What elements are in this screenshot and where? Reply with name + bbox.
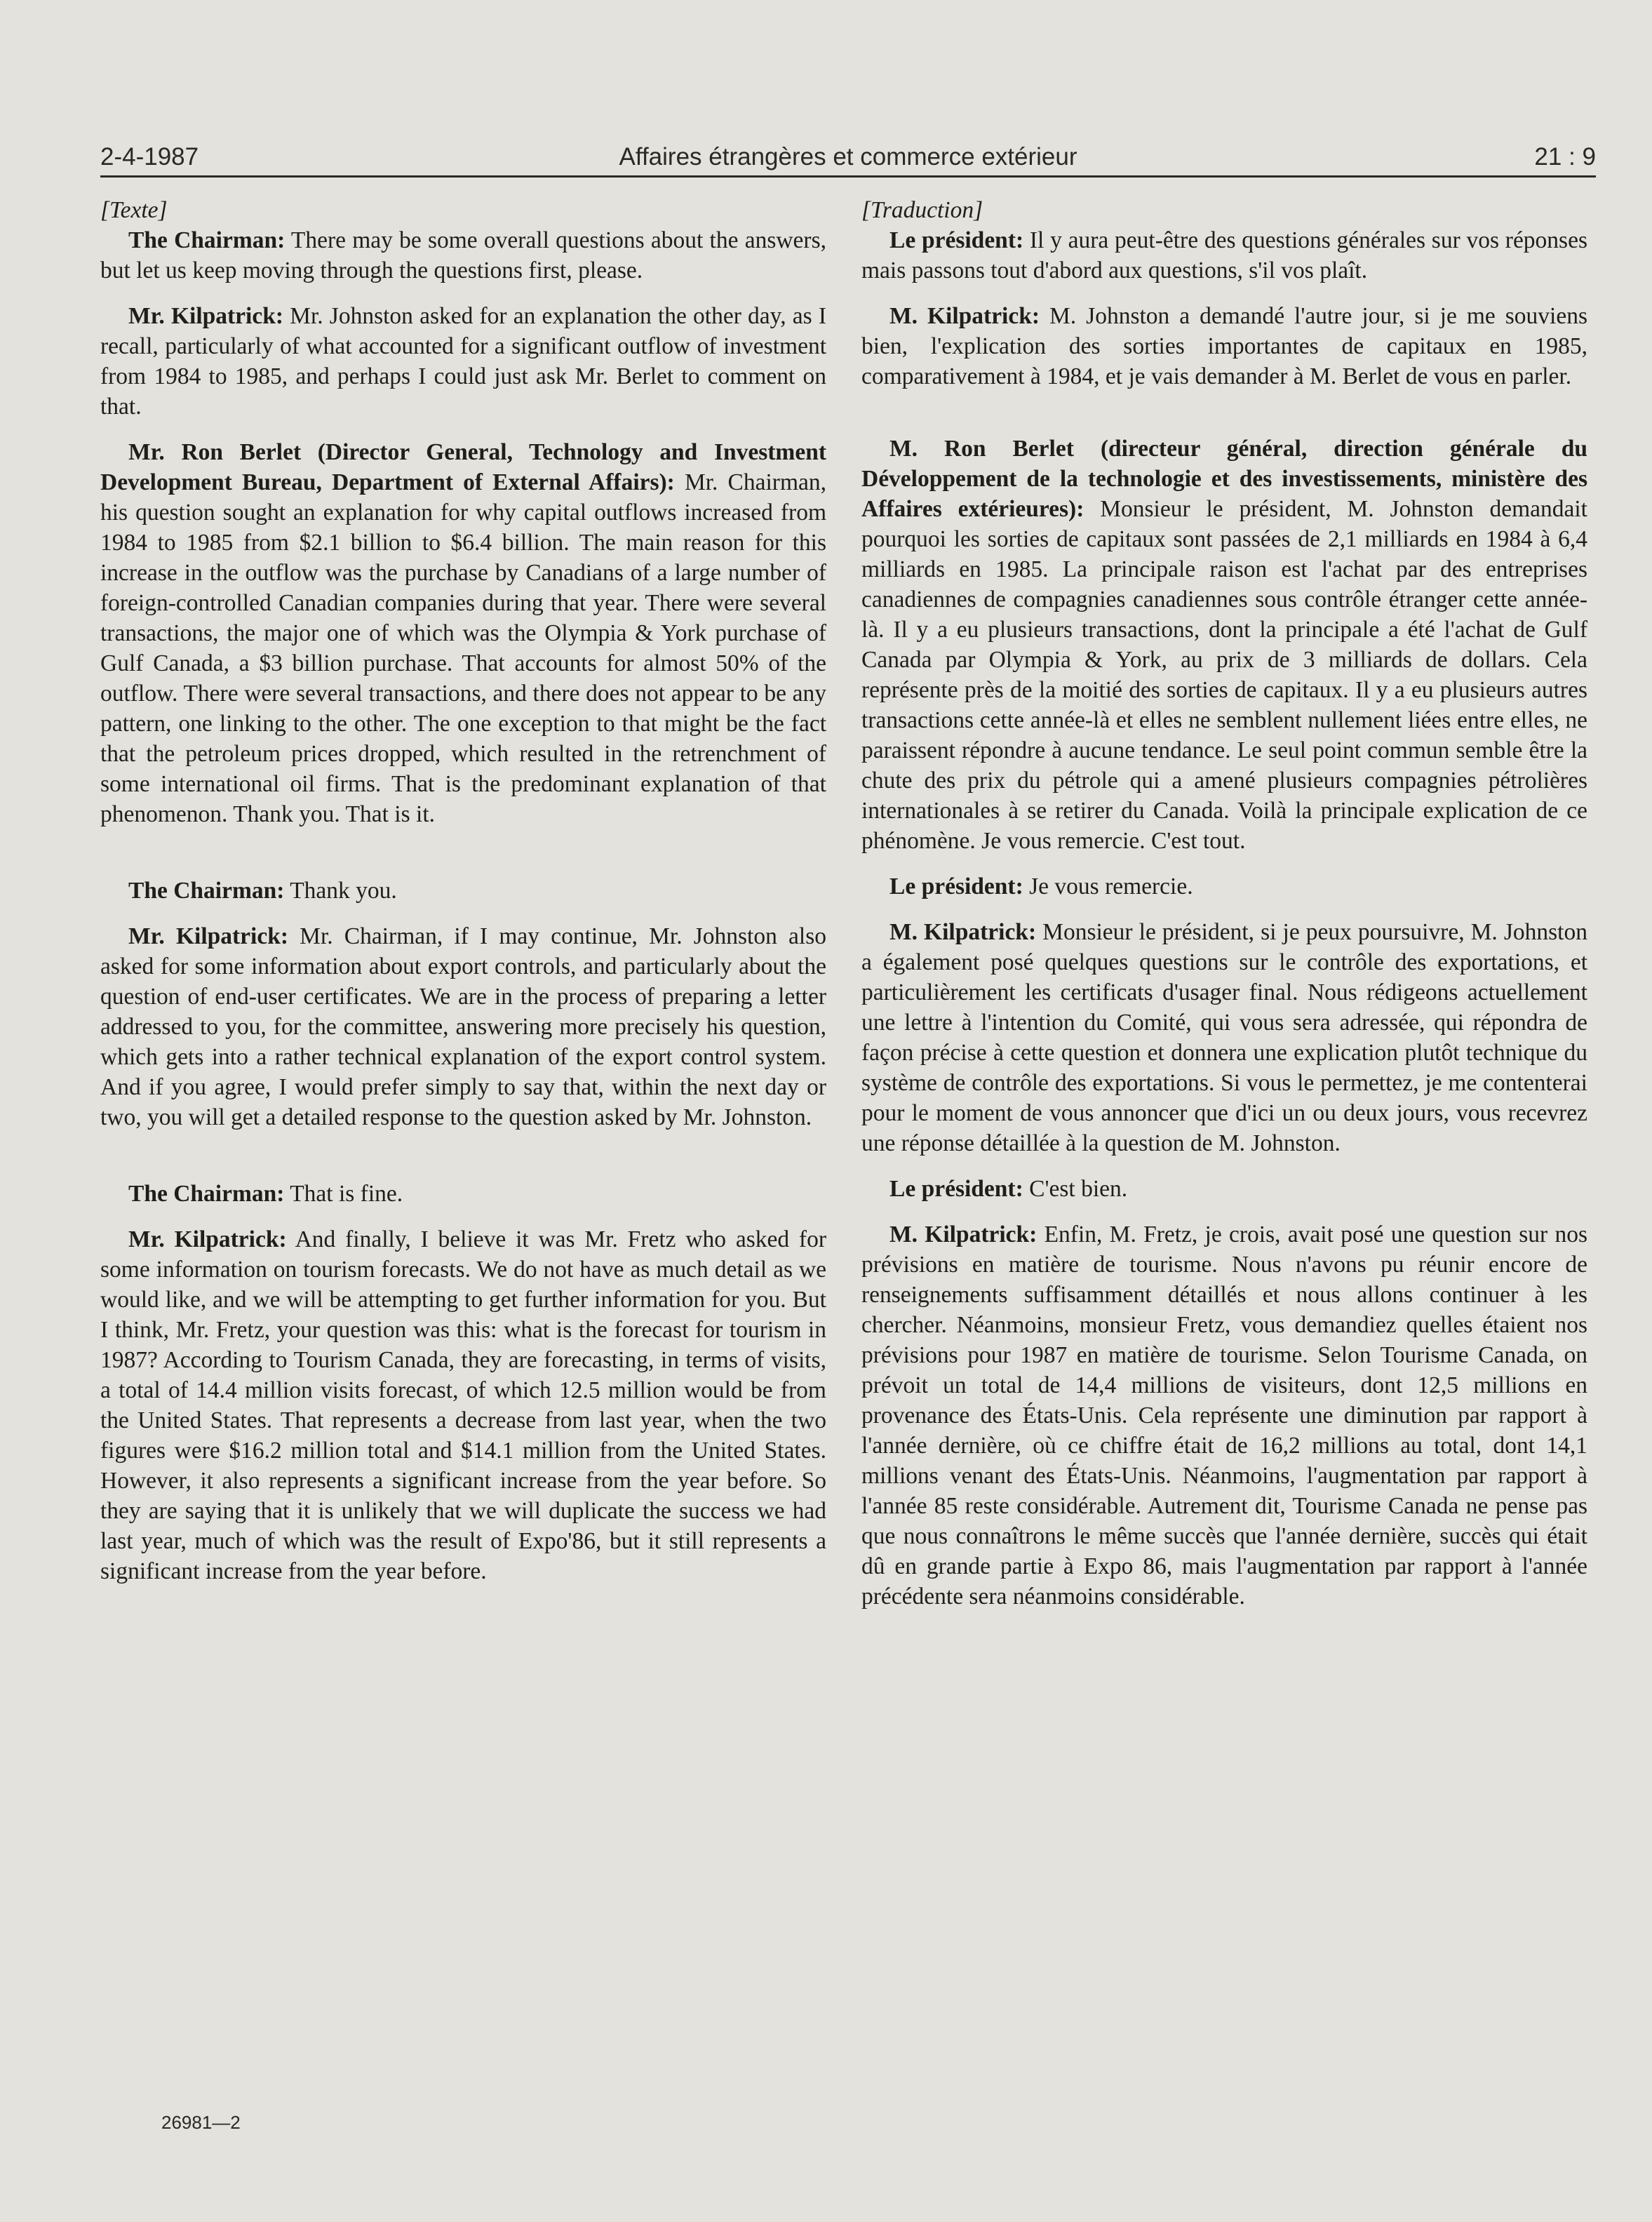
speaker: Le président: <box>889 227 1024 253</box>
speaker: Mr. Ron Berlet (Director General, Technology and Investment Development Bureau, Department of External Affairs): <box>100 439 826 495</box>
speaker: M. Kilpatrick: <box>889 919 1037 945</box>
speech: M. Johnston a demandé l'autre jour, si je me souviens bien, l'explication des sorties importantes de capitaux en 1985, comparativement à 1984, et je vais demander à M. Berlet de vous en parler. <box>861 303 1587 389</box>
paragraph <box>861 1219 1587 1612</box>
speaker: Mr. Kilpatrick: <box>128 923 288 949</box>
speech: Thank you. <box>284 878 397 904</box>
speech: Il y aura peut-être des questions générales sur vos réponses mais passons tout d'abord aux questions, s'il vos plaît. <box>861 227 1588 283</box>
print-code: 26981—2 <box>161 2112 241 2133</box>
paragraph <box>100 921 826 1132</box>
speech: That is fine. <box>284 1181 403 1207</box>
french-column <box>861 195 1587 1612</box>
speaker: Mr. Kilpatrick: <box>128 1226 287 1252</box>
speaker: Le président: <box>889 1176 1023 1202</box>
speech: Je vous remercie. <box>1023 874 1193 899</box>
speaker: Le président: <box>889 874 1023 899</box>
speech: Enfin, M. Fretz, je crois, avait posé une question sur nos prévisions en matière de tourisme. Nous n'avons pu réunir encore de renseignements suffisamment détaillés et nous allons continuer à les chercher. Néanmoins, monsieur Fretz, vous demandiez quelles étaient nos prévisions pour 1987 en matière de tourisme. Selon Tourisme Canada, on prévoit un total de 14,4 millions de visiteurs, dont 12,5 millions en provenance des États-Unis. Cela représente une diminution par rapport à l'année dernière, où ce chiffre était de 16,2 millions au total, dont 14,1 millions venant des États-Unis. Néanmoins, l'augmentation par rapport à l'année 85 reste considérable. Autrement dit, Tourisme Canada ne pense pas que nous connaîtrons le même succès que l'année dernière, succès qui était dû en grande partie à Expo 86, mais l'augmentation par rapport à l'année précédente sera néanmoins considérable. <box>861 1222 1587 1609</box>
paragraph <box>861 871 1587 902</box>
paragraph <box>100 301 826 422</box>
speech: Mr. Johnston asked for an explanation the other day, as I recall, particularly of what accounted for a significant outflow of investment from 1984 to 1985, and perhaps I could just ask Mr. Berlet to comment on that. <box>100 303 826 420</box>
speech: Monsieur le président, M. Johnston demandait pourquoi les sorties de capitaux sont passées de 2,1 milliards en 1984 à 6,4 milliards en 1985. La principale raison est l'achat par des entreprises canadiennes de compagnies canadiennes sous contrôle étranger cette année-là. Il y a eu plusieurs transactions, dont la principale a été l'achat de Gulf Canada par Olympia & York, au prix de 3 milliards de dollars. Cela représente près de la moitié des sorties de capitaux. Il y a eu plusieurs autres transactions cette année-là et elles ne semblent nullement liées entre elles, ne paraissent répondre à aucune tendance. Le seul point commun semble être la chute des prix du pétrole qui a amené plusieurs compagnies pétrolières internationales à se retirer du Canada. Voilà la principale explication de ce phénomène. Je vous remercie. C'est tout. <box>861 496 1587 854</box>
paragraph <box>100 437 826 829</box>
page-number: 21 : 9 <box>1534 143 1596 170</box>
speaker: The Chairman: <box>128 878 285 904</box>
speaker: The Chairman: <box>128 227 286 253</box>
running-header <box>100 133 1596 178</box>
speech: Mr. Chairman, his question sought an explanation for why capital outflows increased from 1984 to 1985 from $2.1 billion to $6.4 billion. The main reason for this increase in the outflow was the purchase by Canadians of a large number of foreign-controlled Canadian companies during that year. There were several transactions, the major one of which was the Olympia & York purchase of Gulf Canada, a $3 billion purchase. That accounts for almost 50% of the outflow. There were several transactions, and there does not appear to be any pattern, one linking to the other. The one exception to that might be the fact that the petroleum prices dropped, which resulted in the retrenchment of some international oil firms. That is the predominant explanation of that phenomenon. Thank you. That is it. <box>100 469 826 827</box>
speech: C'est bien. <box>1023 1176 1128 1202</box>
speech: Monsieur le président, si je peux poursuivre, M. Johnston a également posé quelques questions sur le contrôle des exportations, et particulièrement les certificats d'usager final. Nous rédigeons actuellement une lettre à l'intention du Comité, qui vous sera adressée, qui répondra de façon précise à cette question et donnera une explication plutôt technique du système de contrôle des exportations. Si vous le permettez, je me contenterai pour le moment de vous annoncer que d'ici un ou deux jours, vous recevrez une réponse détaillée à la question de M. Johnston. <box>861 919 1587 1156</box>
speaker: M. Kilpatrick: <box>889 303 1040 329</box>
paragraph <box>861 225 1587 286</box>
speaker: M. Ron Berlet (directeur général, direction générale du Développement de la technologie et des investissements, ministère des Affaires extérieures): <box>861 436 1587 522</box>
paragraph <box>100 1179 826 1209</box>
paragraph <box>861 301 1587 391</box>
language-tag: [Traduction] <box>861 197 983 223</box>
speech: There may be some overall questions about the answers, but let us keep moving through the questions first, please. <box>100 227 826 283</box>
paragraph <box>861 434 1587 856</box>
speaker: M. Kilpatrick: <box>889 1222 1037 1247</box>
speech: Mr. Chairman, if I may continue, Mr. Johnston also asked for some information about export controls, and particularly about the question of end-user certificates. We are in the process of preparing a letter addressed to you, for the committee, answering more precisely his question, which gets into a rather technical explanation of the export control system. And if you agree, I would prefer simply to say that, within the next day or two, you will get a detailed response to the question asked by Mr. Johnston. <box>100 923 826 1130</box>
header-title: Affaires étrangères et commerce extérieur <box>619 143 1077 170</box>
header-date: 2-4-1987 <box>100 143 199 170</box>
speaker: Mr. Kilpatrick: <box>128 303 283 329</box>
paragraph <box>100 1224 826 1586</box>
speech: And finally, I believe it was Mr. Fretz who asked for some information on tourism forecasts. We do not have as much detail as we would like, and we will be attempting to get further information for you. But I think, Mr. Fretz, your question was this: what is the forecast for tourism in 1987? According to Tourism Canada, they are forecasting, in terms of visits, a total of 14.4 million visits forecast, of which 12.5 million would be from the United States. That represents a decrease from last year, when the two figures were $16.2 million total and $14.1 million from the United States. However, it also represents a significant increase from the year before. So they are saying that it is unlikely that we will duplicate the success we had last year, much of which was the result of Expo'86, but it still represents a significant increase from the year before. <box>100 1226 826 1584</box>
paragraph <box>861 917 1587 1158</box>
paragraph <box>100 876 826 906</box>
paragraph <box>100 225 826 286</box>
paragraph <box>861 1174 1587 1204</box>
speaker: The Chairman: <box>128 1181 285 1207</box>
language-tag: [Texte] <box>100 197 168 223</box>
english-column <box>100 195 826 1586</box>
